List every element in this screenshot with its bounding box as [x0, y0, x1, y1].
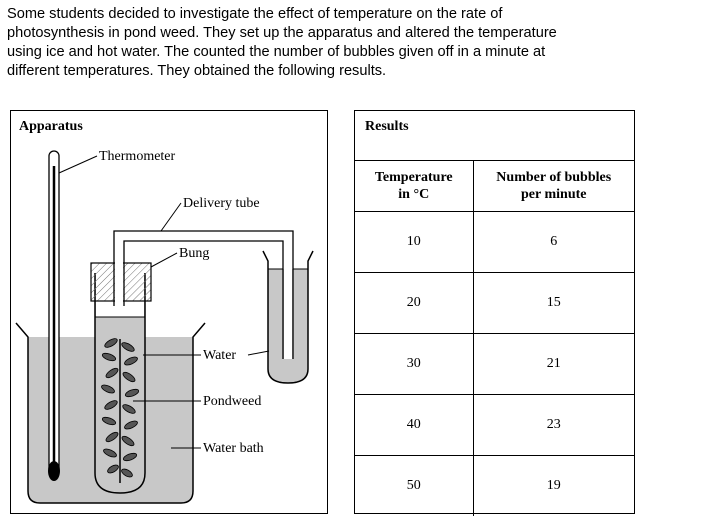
intro-line-4: different temperatures. They obtained the following results.	[7, 63, 387, 79]
results-table	[355, 161, 634, 516]
apparatus-title: Apparatus	[19, 119, 83, 134]
pondweed-label: Pondweed	[203, 394, 262, 409]
table-row	[355, 334, 634, 395]
results-header-row	[355, 161, 634, 212]
bubbles-cell: 21	[473, 334, 634, 395]
table-row	[355, 395, 634, 456]
temperature-cell: 50	[355, 456, 473, 517]
apparatus-drawing	[11, 111, 329, 515]
table-row	[355, 212, 634, 273]
bubbles-header-line1: Number of bubbles	[496, 170, 612, 185]
temperature-cell: 10	[355, 212, 473, 273]
water-bath-label: Water bath	[203, 441, 264, 456]
temperature-cell: 40	[355, 395, 473, 456]
table-row	[355, 456, 634, 517]
thermometer-label: Thermometer	[99, 149, 176, 164]
intro-line-3: using ice and hot water. The counted the number of bubbles given off in a minute at	[7, 44, 546, 60]
water-label: Water	[203, 348, 237, 363]
bubbles-header	[473, 161, 634, 212]
temperature-header-line1: Temperature	[374, 170, 453, 185]
temperature-header	[355, 161, 473, 212]
temperature-cell: 20	[355, 273, 473, 334]
intro-paragraph	[7, 5, 697, 81]
bubbles-cell: 19	[546, 478, 561, 493]
bubbles-cell: 15	[473, 273, 634, 334]
delivery-tube-label: Delivery tube	[183, 196, 260, 211]
bung-label: Bung	[179, 246, 210, 261]
apparatus-diagram	[10, 110, 328, 514]
thermometer	[48, 151, 60, 481]
temperature-cell: 30	[355, 334, 473, 395]
bubbles-header-line2: per minute	[521, 187, 587, 202]
intro-line-1: Some students decided to investigate the effect of temperature on the rate of	[7, 6, 503, 22]
intro-line-2: photosynthesis in pond weed. They set up the apparatus and altered the temperature	[7, 25, 557, 41]
results-panel	[354, 110, 635, 514]
table-row	[355, 273, 634, 334]
bubbles-cell: 23	[473, 395, 634, 456]
bubbles-cell: 6	[473, 212, 634, 273]
results-title: Results	[355, 111, 634, 161]
temperature-header-line2: in °C	[398, 187, 430, 202]
